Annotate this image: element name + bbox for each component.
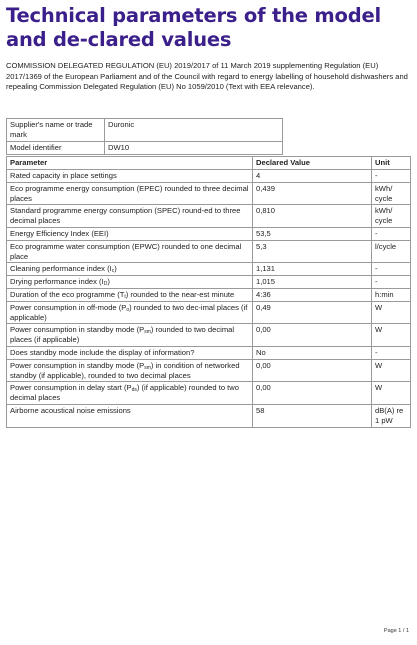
parameter-name (7, 404, 253, 427)
parameter-text: Eco programme energy consumption (EPEC) rounded to three decimal places (10, 183, 249, 203)
parameter-text-after: ) in condition of networked standby (if applicable), rounded to two decimal places (10, 360, 240, 380)
table-row (7, 382, 411, 405)
unit: l/cycle (372, 240, 411, 263)
table-row (7, 240, 411, 263)
page-title: Technical parameters of the model and de-clared values (6, 4, 382, 51)
supplier-row (7, 119, 283, 142)
parameter-text-after: ) (114, 264, 117, 274)
table-row (7, 227, 411, 240)
parameter-subscript: t (124, 293, 126, 300)
parameter-text: Energy Efficiency Index (EEI) (10, 228, 109, 238)
declared-value: 4 (253, 170, 372, 183)
parameter-name (7, 182, 253, 205)
parameter-text: Drying performance index (I (10, 277, 104, 287)
declared-value: 58 (253, 404, 372, 427)
parameter-text: Power consumption in standby mode (P (10, 360, 145, 370)
declared-value: No (253, 346, 372, 359)
parameter-text: Airborne acoustical noise emissions (10, 405, 131, 415)
parameter-text-after: ) rounded to two decimal places (if applicable) (10, 325, 235, 345)
parameter-text-after: ) rounded to the near-est minute (125, 289, 235, 299)
supplier-label: Supplier's name or trade mark (7, 119, 105, 142)
table-row (7, 263, 411, 276)
parameter-text: Cleaning performance index (I (10, 264, 112, 274)
parameter-text: Power consumption in off-mode (P (10, 302, 127, 312)
table-row (7, 324, 411, 347)
declared-value: 5,3 (253, 240, 372, 263)
parameter-name (7, 205, 253, 228)
parameter-name (7, 382, 253, 405)
declared-value: 0,00 (253, 324, 372, 347)
table-row (7, 404, 411, 427)
declared-value: 0,439 (253, 182, 372, 205)
unit: - (372, 346, 411, 359)
parameter-text-after: ) rounded to two dec-imal places (if applicable) (10, 302, 248, 322)
parameter-text: Does standby mode include the display of information? (10, 347, 195, 357)
parameter-name (7, 301, 253, 324)
declared-value: 0,49 (253, 301, 372, 324)
declared-value: 4:36 (253, 288, 372, 301)
parameter-text: Rated capacity in place settings (10, 171, 117, 180)
supplier-value: Duronic (105, 119, 283, 142)
parameter-text: Standard programme energy consumption (SPEC) round-ed to three decimal places (10, 206, 241, 226)
parameter-name (7, 346, 253, 359)
table-row (7, 288, 411, 301)
parameter-name (7, 263, 253, 276)
header-parameter: Parameter (7, 157, 253, 170)
supplier-table (6, 118, 283, 155)
table-row (7, 359, 411, 382)
unit: - (372, 227, 411, 240)
parameter-subscript: ds (131, 387, 137, 394)
declared-value: 0,810 (253, 205, 372, 228)
supplier-row (7, 141, 283, 154)
table-row (7, 170, 411, 183)
parameter-text: Power consumption in delay start (P (10, 383, 132, 393)
header-declared-value: Declared Value (253, 157, 372, 170)
header-unit: Unit (372, 157, 411, 170)
declared-value: 0,00 (253, 359, 372, 382)
declared-value: 0,00 (253, 382, 372, 405)
unit: W (372, 382, 411, 405)
table-row (7, 346, 411, 359)
parameter-name (7, 276, 253, 289)
unit: h:min (372, 288, 411, 301)
parameter-text-after: ) (if applicable) rounded to two decimal places (10, 383, 239, 403)
parameters-table (6, 156, 411, 428)
parameter-subscript: c (111, 268, 115, 275)
regulation-intro: COMMISSION DELEGATED REGULATION (EU) 2019/2017 of 11 March 2019 supplementing Regulation (EU) 2017/1369 of the European Parliament and of the Council with regard to energy labelling of household dishwashers and repealing Commission Delegated Regulation (EU) No 1059/2010 (Text with EEA relevance). (6, 61, 408, 92)
parameter-name (7, 359, 253, 382)
parameter-text: Eco programme water consumption (EPWC) rounded to one decimal place (10, 241, 242, 261)
supplier-label: Model identifier (7, 141, 105, 154)
parameter-text-after: ) (107, 277, 110, 287)
parameter-subscript: sm (144, 329, 151, 336)
table-row (7, 205, 411, 228)
table-header-row (7, 157, 411, 170)
unit: dB(A) re 1 pW (372, 404, 411, 427)
unit: - (372, 170, 411, 183)
table-row (7, 182, 411, 205)
parameter-subscript: sm (144, 364, 151, 371)
unit: - (372, 276, 411, 289)
unit: kWh/ cycle (372, 205, 411, 228)
parameter-name (7, 324, 253, 347)
unit: - (372, 263, 411, 276)
unit: W (372, 301, 411, 324)
parameter-name (7, 227, 253, 240)
parameter-text: Duration of the eco programme (T (10, 289, 125, 299)
table-row (7, 276, 411, 289)
parameter-name (7, 288, 253, 301)
declared-value: 1,131 (253, 263, 372, 276)
parameter-name (7, 170, 253, 183)
page-number: Page 1 / 1 (383, 628, 409, 634)
supplier-value: DW10 (105, 141, 283, 154)
unit: kWh/ cycle (372, 182, 411, 205)
unit: W (372, 324, 411, 347)
table-row (7, 301, 411, 324)
parameter-subscript: D (103, 281, 108, 288)
unit: W (372, 359, 411, 382)
parameter-text: Power consumption in standby mode (P (10, 325, 145, 335)
declared-value: 53,5 (253, 227, 372, 240)
parameter-name (7, 240, 253, 263)
declared-value: 1,015 (253, 276, 372, 289)
parameter-subscript: o (126, 306, 130, 313)
